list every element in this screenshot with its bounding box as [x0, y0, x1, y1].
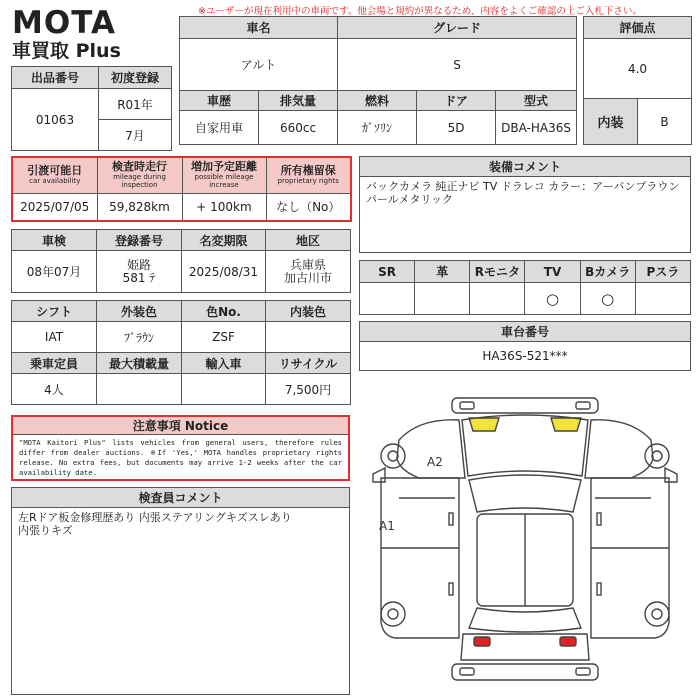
- availability-label-en: car availability: [29, 177, 81, 186]
- region-line2: 加古川市: [283, 270, 332, 285]
- windshield: [469, 475, 581, 512]
- handle-front-left: [449, 513, 453, 525]
- availability-table: [11, 156, 352, 222]
- car-diagram: [359, 388, 691, 698]
- fuel-label: 燃料: [338, 91, 417, 111]
- score-label: 評価点: [584, 17, 692, 39]
- notice-text: "MOTA Kaitori Plus" lists vehicles from general users, therefore rules differ from dealer auctions. ※If 'Yes,' MOTA handles proprietary rights release. No extra fees, but documents may arrive 1-2 weeks after the car availability date.: [19, 438, 342, 477]
- top-warning: ※ユーザーが現在利用中の車両です。他会場と規約が異なるため、内容をよくご確認の上ご入札下さい。: [198, 6, 642, 17]
- shaken-value: 08年07月: [12, 251, 97, 293]
- option-value: [415, 283, 470, 315]
- rights-label-jp: 所有権留保: [280, 164, 336, 178]
- rear-wheel-left: [381, 602, 405, 626]
- mileage-label-en: mileage during inspection: [113, 173, 166, 190]
- fuel: ｶﾞｿﾘﾝ: [338, 111, 417, 145]
- option-value: [635, 283, 690, 315]
- option-header: 革: [415, 261, 470, 283]
- option-header: Rモニタ: [470, 261, 525, 283]
- recycle-value: 7,500円: [266, 374, 351, 405]
- equipment-title: 装備コメント: [360, 157, 690, 177]
- rights-value: なし（No）: [266, 193, 351, 221]
- score-table: [583, 16, 692, 145]
- damage-mark-a1: A1: [379, 519, 395, 533]
- listing-number: 01063: [12, 89, 99, 151]
- displacement: 660cc: [259, 111, 338, 145]
- notice-box: [11, 415, 350, 481]
- region-value: [266, 251, 351, 293]
- options-table: [359, 260, 691, 315]
- ext-color-value: ﾌﾞﾗｳﾝ: [97, 322, 182, 353]
- front-fender-right: [585, 420, 653, 478]
- car-name-label: 車名: [180, 17, 338, 39]
- rear-window: [469, 608, 581, 632]
- registration-table: [11, 229, 351, 293]
- mileage-label-jp: 検査時走行: [112, 160, 167, 174]
- option-header: SR: [360, 261, 415, 283]
- rear-hub-right: [652, 609, 662, 619]
- listing-number-label: 出品番号: [12, 67, 99, 89]
- damage-mark-a2: A2: [427, 455, 443, 469]
- front-wheel-left: [381, 444, 405, 468]
- chassis-label: 車台番号: [360, 322, 691, 342]
- availability-label-jp: 引渡可能日: [27, 164, 83, 178]
- doors: 5D: [417, 111, 496, 145]
- body-side-right: [591, 478, 669, 638]
- region-line1: 兵庫県: [289, 257, 326, 272]
- model-label: 型式: [496, 91, 577, 111]
- rear-reflector-right: [576, 668, 590, 675]
- option-value: [470, 283, 525, 315]
- availability-date: 2025/07/05: [12, 193, 97, 221]
- option-value: ○: [525, 283, 580, 315]
- interior-label: 内装: [584, 99, 638, 145]
- equipment-box: [359, 156, 691, 253]
- increase-label-en: possible mileage increase: [194, 173, 254, 190]
- history: 自家用車: [180, 111, 259, 145]
- inspector-title: 検査員コメント: [12, 488, 349, 508]
- shaken-label: 車検: [12, 230, 97, 251]
- front-fender-left: [397, 420, 465, 478]
- int-color-value: [266, 322, 351, 353]
- capacity-label: 乗車定員: [12, 353, 97, 374]
- increase-value: + 100km: [182, 193, 266, 221]
- color-no-label: 色No.: [182, 301, 266, 322]
- handle-rear-right: [597, 583, 601, 595]
- score-value: 4.0: [584, 39, 692, 99]
- mirror-left: [373, 468, 385, 482]
- first-reg-month: 7月: [99, 120, 172, 151]
- import-value: [182, 374, 266, 405]
- front-grill-left: [460, 402, 474, 409]
- chassis-table: [359, 321, 691, 371]
- mirror-right: [665, 468, 677, 482]
- rear-hub-left: [388, 609, 398, 619]
- plate-value: [97, 251, 182, 293]
- shift-value: IAT: [12, 322, 97, 353]
- headlight-left: [469, 418, 499, 431]
- front-wheel-right: [645, 444, 669, 468]
- front-hub-left: [388, 451, 398, 461]
- rear-wheel-right: [645, 602, 669, 626]
- mota-logo: [12, 6, 172, 62]
- import-label: 輸入車: [182, 353, 266, 374]
- name-change-label: 名変期限: [182, 230, 266, 251]
- plate-line2: 581 ﾃ: [122, 270, 156, 285]
- capacity-value: 4人: [12, 374, 97, 405]
- ext-color-label: 外装色: [97, 301, 182, 322]
- max-load-value: [97, 374, 182, 405]
- name-change-value: 2025/08/31: [182, 251, 266, 293]
- plate-line1: 姫路: [126, 257, 151, 272]
- body-side-left: [381, 478, 459, 638]
- option-header: TV: [525, 261, 580, 283]
- handle-rear-left: [449, 583, 453, 595]
- taillight-left: [474, 637, 490, 646]
- car-name: アルト: [180, 39, 338, 91]
- model: DBA-HA36S: [496, 111, 577, 145]
- mileage-label: [97, 157, 182, 193]
- doors-label: ドア: [417, 91, 496, 111]
- equipment-text: バックカメラ 純正ナビ TV ドラレコ カラー：アーバンブラウンパールメタリック: [366, 180, 680, 206]
- option-header: Pスラ: [635, 261, 690, 283]
- specs-table: [11, 300, 351, 405]
- color-no-value: ZSF: [182, 322, 266, 353]
- grade-label: グレード: [338, 17, 577, 39]
- handle-front-right: [597, 513, 601, 525]
- inspector-box: [11, 487, 350, 695]
- displacement-label: 排気量: [259, 91, 338, 111]
- logo-brand: MOTA: [12, 5, 116, 41]
- increase-label: [182, 157, 266, 193]
- increase-label-jp: 増加予定距離: [191, 160, 257, 174]
- headlight-right: [551, 418, 581, 431]
- taillight-right: [560, 637, 576, 646]
- front-grill-right: [576, 402, 590, 409]
- option-value: ○: [580, 283, 635, 315]
- shift-label: シフト: [12, 301, 97, 322]
- rights-label: [266, 157, 351, 193]
- rear-reflector-left: [460, 668, 474, 675]
- notice-title: 注意事項 Notice: [13, 417, 348, 435]
- grade: S: [338, 39, 577, 91]
- inspector-line1: 左Rドア板金修理歴あり 内張ステアリングキズスレあり: [18, 511, 292, 524]
- interior-grade: B: [638, 99, 692, 145]
- chassis-value: HA36S-521***: [360, 342, 691, 371]
- logo-sub: 車買取 Plus: [12, 40, 121, 62]
- inspector-line2: 内張りキズ: [18, 524, 73, 537]
- front-hub-right: [652, 451, 662, 461]
- listing-table: [11, 66, 172, 151]
- option-value: [360, 283, 415, 315]
- history-label: 車歴: [180, 91, 259, 111]
- vehicle-table: [179, 16, 577, 145]
- first-reg-year: R01年: [99, 89, 172, 120]
- option-header: Bカメラ: [580, 261, 635, 283]
- mileage-value: 59,828km: [97, 193, 182, 221]
- rights-label-en: proprietary rights: [277, 177, 339, 186]
- recycle-label: リサイクル: [266, 353, 351, 374]
- availability-label: [12, 157, 97, 193]
- int-color-label: 内装色: [266, 301, 351, 322]
- region-label: 地区: [266, 230, 351, 251]
- max-load-label: 最大積載量: [97, 353, 182, 374]
- first-reg-label: 初度登録: [99, 67, 172, 89]
- plate-label: 登録番号: [97, 230, 182, 251]
